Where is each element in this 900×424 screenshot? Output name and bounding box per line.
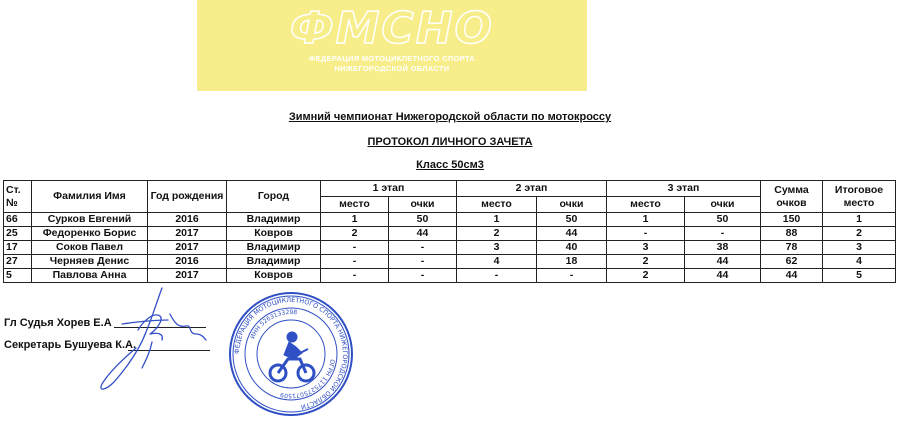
cell-name: Павлова Анна: [32, 269, 148, 283]
header-stage3: 3 этап: [607, 181, 761, 197]
cell-stage3-points: 38: [685, 241, 761, 255]
cell-stage2-points: 44: [537, 227, 607, 241]
motorcycle-rider-icon: [270, 332, 314, 381]
document-title: Зимний чемпионат Нижегородской области по мотокроссу: [288, 111, 612, 123]
header-stage1-place: место: [321, 197, 389, 213]
header-start-number: Ст. №: [4, 181, 32, 213]
stamp-inn-text: ИНН 5263133298: [249, 308, 298, 341]
cell-final-place: 3: [823, 241, 896, 255]
cell-stage3-points: 44: [685, 269, 761, 283]
cell-birth-year: 2016: [148, 255, 227, 269]
table-row: [4, 269, 896, 283]
cell-start-number: 5: [4, 269, 32, 283]
header-birth-year: Год рождения: [148, 181, 227, 213]
cell-stage2-points: 40: [537, 241, 607, 255]
header-final-place: Итоговое место: [823, 181, 896, 213]
cell-birth-year: 2017: [148, 241, 227, 255]
cell-stage3-points: -: [685, 227, 761, 241]
cell-start-number: 66: [4, 213, 32, 227]
secretary-signature-label: Секретарь Бушуева К.А.: [4, 339, 136, 351]
header-stage3-points: очки: [685, 197, 761, 213]
logo-subtitle-line1: ФЕДЕРАЦИЯ МОТОЦИКЛЕТНОГО СПОРТА: [308, 54, 476, 63]
cell-final-place: 1: [823, 213, 896, 227]
logo-subtitle-line2: НИЖЕГОРОДСКОЙ ОБЛАСТИ: [334, 64, 450, 73]
cell-stage3-place: -: [607, 227, 685, 241]
cell-stage2-place: 4: [457, 255, 537, 269]
cell-stage1-points: -: [389, 241, 457, 255]
table-row: [4, 213, 896, 227]
cell-stage2-points: 50: [537, 213, 607, 227]
results-table: [3, 180, 896, 283]
cell-stage1-place: 1: [321, 213, 389, 227]
cell-name: Сурков Евгений: [32, 213, 148, 227]
header-stage2-place: место: [457, 197, 537, 213]
cell-stage1-points: 44: [389, 227, 457, 241]
cell-stage2-place: 1: [457, 213, 537, 227]
cell-stage1-points: -: [389, 269, 457, 283]
cell-stage2-place: 2: [457, 227, 537, 241]
cell-stage3-points: 50: [685, 213, 761, 227]
cell-stage1-points: -: [389, 255, 457, 269]
cell-stage1-place: -: [321, 241, 389, 255]
cell-start-number: 25: [4, 227, 32, 241]
cell-birth-year: 2017: [148, 227, 227, 241]
protocol-title: ПРОТОКОЛ ЛИЧНОГО ЗАЧЕТА: [367, 136, 533, 148]
cell-total-points: 88: [761, 227, 823, 241]
federation-logo: [197, 0, 587, 91]
cell-city: Ковров: [227, 227, 321, 241]
cell-stage3-place: 1: [607, 213, 685, 227]
cell-stage2-points: 18: [537, 255, 607, 269]
cell-stage1-place: -: [321, 255, 389, 269]
table-header-row: [4, 181, 896, 197]
table-row: [4, 241, 896, 255]
class-label: Класс 50см3: [416, 159, 484, 171]
cell-final-place: 5: [823, 269, 896, 283]
header-total-points: Сумма очков: [761, 181, 823, 213]
cell-stage1-place: -: [321, 269, 389, 283]
cell-stage3-points: 44: [685, 255, 761, 269]
cell-city: Владимир: [227, 241, 321, 255]
cell-stage1-place: 2: [321, 227, 389, 241]
cell-total-points: 150: [761, 213, 823, 227]
header-name: Фамилия Имя: [32, 181, 148, 213]
cell-stage1-points: 50: [389, 213, 457, 227]
header-stage3-place: место: [607, 197, 685, 213]
cell-stage2-points: -: [537, 269, 607, 283]
header-stage1: 1 этап: [321, 181, 457, 197]
header-stage2: 2 этап: [457, 181, 607, 197]
stamp-ogrn-text: ОГРН 1175275071509: [279, 358, 336, 400]
table-row: [4, 255, 896, 269]
cell-city: Владимир: [227, 255, 321, 269]
header-city: Город: [227, 181, 321, 213]
cell-birth-year: 2017: [148, 269, 227, 283]
cell-name: Соков Павел: [32, 241, 148, 255]
cell-final-place: 4: [823, 255, 896, 269]
cell-name: Федоренко Борис: [32, 227, 148, 241]
cell-stage2-place: -: [457, 269, 537, 283]
cell-city: Владимир: [227, 213, 321, 227]
cell-total-points: 78: [761, 241, 823, 255]
cell-total-points: 62: [761, 255, 823, 269]
header-stage1-points: очки: [389, 197, 457, 213]
cell-stage3-place: 2: [607, 255, 685, 269]
cell-city: Ковров: [227, 269, 321, 283]
cell-birth-year: 2016: [148, 213, 227, 227]
cell-start-number: 27: [4, 255, 32, 269]
judge-signature-label: Гл Судья Хорев Е.А: [4, 317, 112, 329]
official-stamp: [226, 289, 356, 419]
cell-stage2-place: 3: [457, 241, 537, 255]
stamp-outer-text: ФЕДЕРАЦИЯ МОТОЦИКЛЕТНОГО СПОРТА НИЖЕГОРОДСКОЙ ОБЛАСТИ: [232, 295, 350, 412]
cell-final-place: 2: [823, 227, 896, 241]
header-stage2-points: очки: [537, 197, 607, 213]
table-row: [4, 227, 896, 241]
cell-start-number: 17: [4, 241, 32, 255]
cell-stage3-place: 2: [607, 269, 685, 283]
cell-total-points: 44: [761, 269, 823, 283]
cell-name: Черняев Денис: [32, 255, 148, 269]
cell-stage3-place: 3: [607, 241, 685, 255]
handwritten-signature: [92, 282, 212, 394]
logo-wordmark: ФМСНО: [290, 3, 494, 54]
